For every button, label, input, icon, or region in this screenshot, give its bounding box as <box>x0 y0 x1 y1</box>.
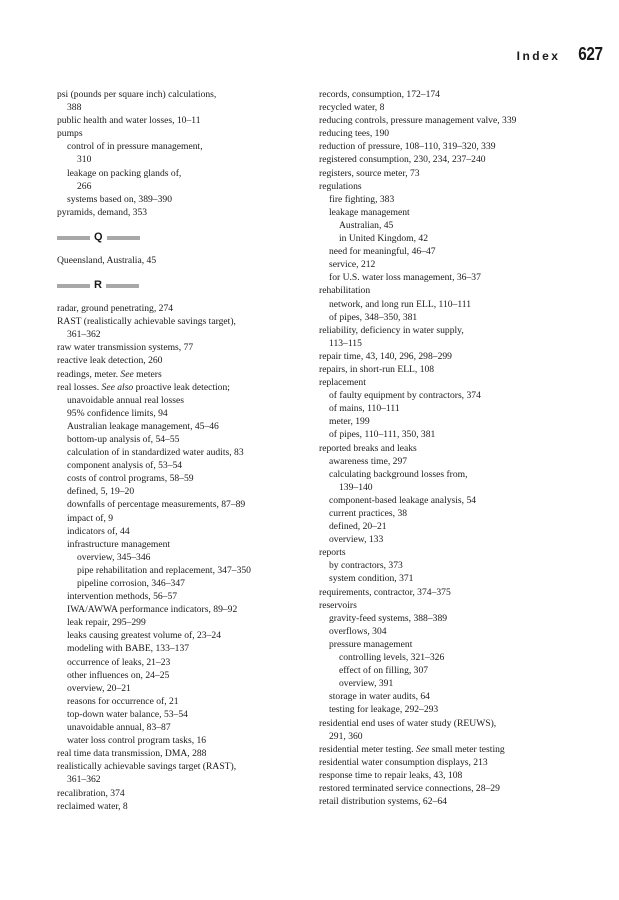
index-entry <box>57 354 319 367</box>
entry-text: real time data transmission, DMA, 288 <box>57 748 207 760</box>
index-entry <box>57 167 319 180</box>
entry-text: 95% confidence limits, 94 <box>67 407 168 419</box>
entry-text: residential meter testing. <box>319 743 414 755</box>
entry-text: raw water transmission systems, 77 <box>57 342 194 354</box>
index-entry <box>319 271 604 284</box>
index-entry-continuation <box>319 481 604 494</box>
index-entry <box>57 721 319 734</box>
index-entry <box>319 612 604 625</box>
page-number: 627 <box>578 44 603 64</box>
index-entry <box>57 603 319 616</box>
entry-text: calculating background losses from, <box>329 468 468 480</box>
entry-text: reservoirs <box>319 599 357 611</box>
index-entry <box>57 564 319 577</box>
entry-text: water loss control program tasks, 16 <box>67 735 207 747</box>
index-entry <box>319 428 604 441</box>
entry-text: registered consumption, 230, 234, 237–240 <box>319 154 486 166</box>
index-entry <box>57 695 319 708</box>
index-entry-continuation <box>57 180 319 193</box>
entry-text: psi (pounds per square inch) calculations, <box>57 89 217 100</box>
index-entry <box>319 389 604 402</box>
index-entry <box>57 747 319 760</box>
running-head: Index <box>516 49 561 63</box>
index-entry <box>319 703 604 716</box>
index-entry <box>57 525 319 538</box>
entry-text: current practices, 38 <box>329 508 408 519</box>
letter-heading-q <box>57 231 319 245</box>
index-entry <box>319 651 604 664</box>
entry-text: leaks causing greatest volume of, 23–24 <box>67 630 221 642</box>
index-entry-continuation <box>57 773 319 786</box>
index-entry <box>319 311 604 324</box>
index-entry <box>57 368 319 381</box>
index-entry <box>57 629 319 642</box>
index-entry <box>57 446 319 459</box>
entry-text: leak repair, 295–299 <box>67 617 146 629</box>
entry-text: component analysis of, 53–54 <box>67 460 183 472</box>
letter-q: Q <box>94 231 103 244</box>
index-entry <box>57 420 319 433</box>
entry-text: defined, 20–21 <box>329 521 387 533</box>
index-entry <box>319 455 604 468</box>
entry-text: systems based on, 389–390 <box>67 193 172 205</box>
entry-text: gravity-feed systems, 388–389 <box>329 612 448 624</box>
index-entry <box>57 472 319 485</box>
index-entry <box>57 642 319 655</box>
entry-text: reliability, deficiency in water supply, <box>319 324 464 336</box>
entry-text: impact of, 9 <box>67 512 114 524</box>
entry-text: readings, meter. <box>57 368 119 380</box>
entry-text: real losses. <box>57 381 100 393</box>
index-entry-continuation <box>319 337 604 350</box>
index-entry <box>319 298 604 311</box>
index-entry <box>57 315 319 328</box>
see-reference: See also proactive leak detection; <box>101 381 230 393</box>
entry-text: realistically achievable savings target (RAST), <box>57 761 237 773</box>
entry-text: reactive leak detection, 260 <box>57 355 163 367</box>
entry-text: bottom-up analysis of, 54–55 <box>67 433 180 445</box>
entry-text: recycled water, 8 <box>319 102 385 114</box>
entry-text: 113–115 <box>329 337 362 349</box>
entry-text: repair time, 43, 140, 296, 298–299 <box>319 350 452 362</box>
entry-text: overflows, 304 <box>329 625 387 637</box>
entry-text: infrastructure management <box>67 538 171 550</box>
index-entry <box>57 407 319 420</box>
letter-heading-r <box>57 279 319 293</box>
index-entry <box>319 193 604 206</box>
index-entry <box>57 551 319 564</box>
entry-text: indicators of, 44 <box>67 525 130 537</box>
index-entry <box>57 254 319 267</box>
index-entry <box>57 341 319 354</box>
entry-text: calculation of in standardized water audits, 83 <box>67 447 244 459</box>
entry-text: meter, 199 <box>329 416 370 428</box>
index-entry-continuation <box>57 153 319 166</box>
entry-text: rehabilitation <box>319 285 371 297</box>
entry-text: Queensland, Australia, 45 <box>57 254 157 266</box>
entry-text: 361–362 <box>67 329 101 341</box>
index-entry <box>319 795 604 808</box>
entry-text: of pipes, 348–350, 381 <box>329 311 418 323</box>
rule-right <box>107 236 140 240</box>
index-entry <box>57 88 319 101</box>
entry-text: 310 <box>77 154 92 166</box>
r-entries <box>57 302 319 813</box>
index-entry <box>319 572 604 585</box>
index-entry <box>319 88 604 101</box>
index-entry <box>319 127 604 140</box>
entry-text: 361–362 <box>67 774 101 786</box>
index-entry <box>319 258 604 271</box>
entry-text: reducing tees, 190 <box>319 128 390 140</box>
index-entry <box>319 245 604 258</box>
index-entry <box>57 787 319 800</box>
entry-text: costs of control programs, 58–59 <box>67 473 194 485</box>
entry-text: downfalls of percentage measurements, 87–89 <box>67 499 246 511</box>
index-entry <box>57 682 319 695</box>
index-entry <box>319 114 604 127</box>
index-entry <box>319 180 604 193</box>
entry-text: overview, 20–21 <box>67 682 131 694</box>
index-entry <box>319 442 604 455</box>
index-entry <box>57 669 319 682</box>
index-entry <box>57 381 319 394</box>
entry-text: other influences on, 24–25 <box>67 669 170 681</box>
entry-text: residential water consumption displays, 213 <box>319 756 488 768</box>
index-entry <box>319 507 604 520</box>
entry-text: overview, 133 <box>329 534 384 546</box>
entry-text: pipe rehabilitation and replacement, 347–350 <box>77 564 251 576</box>
index-entry-continuation <box>57 394 319 407</box>
entry-text: of mains, 110–111 <box>329 403 400 415</box>
see-reference: See meters <box>120 368 162 380</box>
entry-text: 388 <box>67 102 82 114</box>
entry-text: by contractors, 373 <box>329 560 403 572</box>
index-entry <box>57 538 319 551</box>
index-entry-continuation <box>57 101 319 114</box>
entry-text: service, 212 <box>329 259 376 271</box>
q-entries <box>57 254 319 267</box>
index-entry <box>57 302 319 315</box>
entry-text: for U.S. water loss management, 36–37 <box>329 272 481 284</box>
rule-right <box>106 284 139 288</box>
index-entry <box>57 616 319 629</box>
entry-text: of pipes, 110–111, 350, 381 <box>329 429 436 441</box>
entry-text: reports <box>319 547 346 559</box>
entry-text: network, and long run ELL, 110–111 <box>329 298 472 310</box>
entry-text: in United Kingdom, 42 <box>339 233 429 245</box>
index-entry <box>319 546 604 559</box>
index-entry <box>57 708 319 721</box>
index-entry <box>319 101 604 114</box>
entry-text: Australian, 45 <box>339 219 394 231</box>
index-entry <box>319 232 604 245</box>
index-entry <box>319 167 604 180</box>
index-entry <box>57 656 319 669</box>
index-entry <box>57 577 319 590</box>
index-entry-continuation <box>57 328 319 341</box>
index-entry <box>57 734 319 747</box>
index-entry <box>319 206 604 219</box>
index-entry <box>319 284 604 297</box>
index-entry <box>319 690 604 703</box>
index-entry <box>319 638 604 651</box>
index-entry <box>319 350 604 363</box>
entry-text: occurrence of leaks, 21–23 <box>67 656 171 668</box>
letter-r: R <box>94 279 102 292</box>
entry-text: overview, 391 <box>339 678 394 690</box>
entry-text: unavoidable annual real losses <box>67 394 184 406</box>
entry-text: repairs, in short-run ELL, 108 <box>319 363 435 375</box>
index-entry <box>319 664 604 677</box>
entry-text: pyramids, demand, 353 <box>57 206 148 218</box>
entry-text: restored terminated service connections, 28–29 <box>319 782 500 794</box>
entry-text: replacement <box>319 377 366 389</box>
index-entry <box>57 140 319 153</box>
entry-text: records, consumption, 172–174 <box>319 89 440 100</box>
entry-text: leakage management <box>329 206 410 218</box>
index-entry <box>57 114 319 127</box>
index-entry <box>319 625 604 638</box>
rule-left <box>57 236 90 240</box>
entry-text: effect of on filling, 307 <box>339 665 429 677</box>
entry-text: residential end uses of water study (REUWS), <box>319 717 497 729</box>
entry-text: modeling with BABE, 133–137 <box>67 643 190 655</box>
entry-text: registers, source meter, 73 <box>319 167 420 179</box>
entry-text: regulations <box>319 180 362 192</box>
entry-text: testing for leakage, 292–293 <box>329 704 439 716</box>
page-header <box>517 44 603 65</box>
index-entry <box>319 376 604 389</box>
index-entry <box>319 153 604 166</box>
entry-text: response time to repair leaks, 43, 108 <box>319 769 463 781</box>
index-entry <box>57 433 319 446</box>
index-entry-continuation <box>319 730 604 743</box>
entry-text: retail distribution systems, 62–64 <box>319 796 447 808</box>
entry-text: awareness time, 297 <box>329 455 408 467</box>
entry-text: reported breaks and leaks <box>319 442 417 454</box>
index-entry <box>319 717 604 730</box>
index-entry <box>319 782 604 795</box>
entry-text: reclaimed water, 8 <box>57 800 128 812</box>
entry-text: 266 <box>77 180 92 192</box>
index-entry <box>57 127 319 140</box>
index-entry <box>319 599 604 612</box>
entry-text: reducing controls, pressure management valve, 339 <box>319 115 517 127</box>
index-entry <box>57 512 319 525</box>
index-entry <box>57 800 319 813</box>
entry-text: fire fighting, 383 <box>329 193 395 205</box>
entry-text: control of in pressure management, <box>67 141 203 153</box>
index-entry <box>57 760 319 773</box>
index-entry <box>57 193 319 206</box>
entry-text: system condition, 371 <box>329 573 414 585</box>
entry-text: controlling levels, 321–326 <box>339 652 445 664</box>
entry-text: top-down water balance, 53–54 <box>67 708 188 720</box>
index-entry <box>57 459 319 472</box>
index-entry <box>319 363 604 376</box>
entry-text: pumps <box>57 128 83 140</box>
entry-text: intervention methods, 56–57 <box>67 591 178 603</box>
entry-text: requirements, contractor, 374–375 <box>319 586 451 598</box>
entry-text: component-based leakage analysis, 54 <box>329 494 477 506</box>
entry-text: leakage on packing glands of, <box>67 167 182 179</box>
p-entries <box>57 88 319 219</box>
index-entry <box>319 468 604 481</box>
entry-text: defined, 5, 19–20 <box>67 486 135 498</box>
index-entry <box>57 206 319 219</box>
index-entry <box>57 498 319 511</box>
index-entry <box>319 559 604 572</box>
index-entry <box>319 677 604 690</box>
index-entry <box>319 219 604 232</box>
entry-text: reasons for occurrence of, 21 <box>67 695 179 707</box>
entry-text: Australian leakage management, 45–46 <box>67 420 219 432</box>
index-entry <box>57 485 319 498</box>
entry-text: unavoidable annual, 83–87 <box>67 722 171 734</box>
index-entry <box>57 590 319 603</box>
index-entry <box>319 402 604 415</box>
entry-text: storage in water audits, 64 <box>329 691 430 703</box>
entry-text: 291, 360 <box>329 730 363 742</box>
entry-text: reduction of pressure, 108–110, 319–320, 339 <box>319 141 496 153</box>
index-column-left <box>57 88 319 813</box>
entry-text: recalibration, 374 <box>57 787 125 799</box>
index-column-right <box>319 88 604 808</box>
entry-text: pressure management <box>329 638 413 650</box>
index-entry <box>319 494 604 507</box>
entry-text: public health and water losses, 10–11 <box>57 115 201 127</box>
entry-text: pipeline corrosion, 346–347 <box>77 578 185 589</box>
index-entry <box>319 756 604 769</box>
index-entry <box>319 533 604 546</box>
entry-text: RAST (realistically achievable savings target), <box>57 316 236 328</box>
see-reference: See small meter testing <box>415 743 505 755</box>
entry-text: need for meaningful, 46–47 <box>329 246 436 258</box>
entry-text: 139–140 <box>339 481 373 493</box>
r-entries-continued <box>319 88 604 808</box>
entry-text: overview, 345–346 <box>77 551 151 563</box>
index-entry <box>319 586 604 599</box>
entry-text: radar, ground penetrating, 274 <box>57 303 174 315</box>
entry-text: of faulty equipment by contractors, 374 <box>329 390 481 402</box>
index-entry <box>319 415 604 428</box>
entry-text: IWA/AWWA performance indicators, 89–92 <box>67 604 238 616</box>
rule-left <box>57 284 90 288</box>
index-entry <box>319 743 604 756</box>
index-entry <box>319 520 604 533</box>
index-entry <box>319 140 604 153</box>
index-entry <box>319 769 604 782</box>
index-entry <box>319 324 604 337</box>
